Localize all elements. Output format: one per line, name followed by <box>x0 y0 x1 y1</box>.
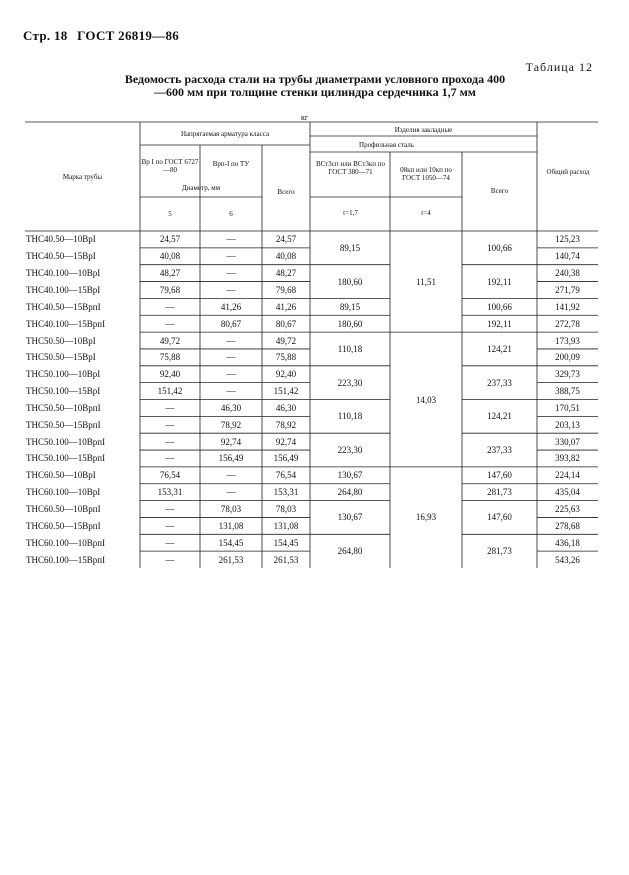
pipe-brand-cell: ТНС60.100—10ВрI <box>26 487 101 498</box>
vrp1-value-cell: — <box>226 386 236 397</box>
vrp1-value-cell: — <box>226 251 236 262</box>
grand-total-cell: 393,82 <box>555 453 580 464</box>
pipe-brand-cell: ТНС60.50—15ВрпI <box>26 520 101 531</box>
pipe-brand-cell: ТНС50.100—15ВрI <box>26 386 101 397</box>
col-vrp1-header: Врп-I по ТУ <box>212 160 250 168</box>
pipe-brand-cell: ТНС50.50—15ВрпI <box>26 419 101 430</box>
rebar-total-cell: 131,08 <box>273 520 299 531</box>
grand-total-cell: 200,09 <box>555 352 580 363</box>
vr1-value-cell: — <box>165 419 175 430</box>
emb-merged-cell: 147,60 <box>487 470 512 481</box>
col-emb-total-header: Всего <box>490 187 509 195</box>
standard-number: ГОСТ 26819—86 <box>77 28 180 43</box>
vrp1-value-cell: — <box>226 369 236 380</box>
st3-merged-cell: 110,18 <box>337 411 363 422</box>
pipe-brand-cell: ТНС50.50—10ВрпI <box>26 402 101 413</box>
st3-merged-cell: 180,60 <box>337 318 363 329</box>
rebar-total-cell: 48,27 <box>275 268 297 279</box>
st3-merged-cell: 130,67 <box>337 512 363 523</box>
vrp1-value-cell: 78,03 <box>220 504 242 515</box>
grand-total-cell: 225,63 <box>555 504 580 515</box>
emb-merged-cell: 281,73 <box>487 487 512 498</box>
vrp1-value-cell: — <box>226 470 236 481</box>
col-total-header: Всего <box>277 188 295 196</box>
st3-merged-cell: 223,30 <box>337 377 363 388</box>
vr1-value-cell: 76,54 <box>159 470 181 481</box>
vrp1-value-cell: 78,92 <box>220 419 242 430</box>
vr1-value-cell: 49,72 <box>159 335 181 346</box>
vrp1-value-cell: 92,74 <box>220 436 242 447</box>
vr1-value-cell: — <box>165 504 175 515</box>
vrp1-value-cell: 156,49 <box>218 453 244 464</box>
rebar-total-cell: 92,40 <box>275 369 297 380</box>
pipe-brand-cell: ТНС60.100—15ВрпI <box>26 554 106 565</box>
emb-merged-cell: 237,33 <box>487 377 512 388</box>
vr1-value-cell: 153,31 <box>157 487 183 498</box>
st3-merged-cell: 264,80 <box>337 487 363 498</box>
table-title: Ведомость расхода стали на трубы диаметрами условного прохода 400—600 мм при толщине стенки цилиндра сердечника 1,7 мм <box>124 72 506 99</box>
vrp1-value-cell: 154,45 <box>218 537 244 548</box>
vrp1-value-cell: — <box>226 335 236 346</box>
col-t4-header: t=4 <box>421 209 431 217</box>
vrp1-value-cell: 261,53 <box>218 554 244 565</box>
col-embedded-header: Изделия закладные <box>394 126 453 134</box>
col-diameter-header: Диаметр, мм <box>181 184 221 192</box>
rebar-total-cell: 79,68 <box>275 284 297 295</box>
grand-total-cell: 271,79 <box>555 284 580 295</box>
grand-total-cell: 170,51 <box>555 402 580 413</box>
pipe-brand-cell: ТНС40.100—10ВрI <box>26 268 101 279</box>
grand-total-cell: 224,14 <box>555 470 580 481</box>
emb-merged-cell: 124,21 <box>487 411 512 422</box>
col-brand-header: Марка трубы <box>62 173 103 181</box>
vr1-value-cell: 151,42 <box>157 386 183 397</box>
st3-merged-cell: 89,15 <box>339 301 361 312</box>
st3-merged-cell: 110,18 <box>337 343 363 354</box>
vrp1-value-cell: 46,30 <box>220 402 242 413</box>
grand-total-cell: 330,07 <box>555 436 580 447</box>
rebar-total-cell: 75,88 <box>275 352 297 363</box>
vr1-value-cell: — <box>165 537 175 548</box>
rebar-total-cell: 151,42 <box>273 386 299 397</box>
vrp1-value-cell: 80,67 <box>220 318 242 329</box>
vr1-value-cell: — <box>165 453 175 464</box>
vrp1-value-cell: — <box>226 234 236 245</box>
pipe-brand-cell: ТНС40.100—15ВрI <box>26 284 101 295</box>
rebar-total-cell: 153,31 <box>273 487 299 498</box>
vr1-value-cell: 79,68 <box>159 284 181 295</box>
vrp1-value-cell: — <box>226 487 236 498</box>
emb-merged-cell: 100,66 <box>487 301 512 312</box>
grand-total-cell: 435,04 <box>555 487 580 498</box>
rebar-total-cell: 40,08 <box>275 251 297 262</box>
vrp1-value-cell: — <box>226 268 236 279</box>
vrp1-value-cell: 41,26 <box>220 301 242 312</box>
col-st3-header: ВСт3сп или ВСт3кп по ГОСТ 380—71 <box>315 160 386 176</box>
vr1-value-cell: — <box>165 301 175 312</box>
grand-total-cell: 278,68 <box>555 520 580 531</box>
col-vr1-header: Вр I по ГОСТ 6727—80 <box>141 158 199 174</box>
vr1-value-cell: — <box>165 402 175 413</box>
emb-merged-cell: 124,21 <box>487 343 512 354</box>
grand-total-cell: 272,78 <box>555 318 580 329</box>
pipe-brand-cell: ТНС60.100—10ВрпI <box>26 537 106 548</box>
pipe-brand-cell: ТНС40.100—15ВрпI <box>26 318 106 329</box>
emb-merged-cell: 192,11 <box>487 318 512 329</box>
grand-total-cell: 543,26 <box>555 554 580 565</box>
st08-merged-cell: 16,93 <box>415 512 437 523</box>
rebar-total-cell: 41,26 <box>275 301 297 312</box>
grand-total-cell: 203,13 <box>555 419 580 430</box>
rebar-total-cell: 154,45 <box>273 537 299 548</box>
rebar-total-cell: 24,57 <box>275 234 297 245</box>
emb-merged-cell: 100,66 <box>487 242 512 253</box>
emb-merged-cell: 192,11 <box>487 276 512 287</box>
st08-merged-cell: 14,03 <box>415 394 437 405</box>
pipe-brand-cell: ТНС50.50—15ВрI <box>26 352 96 363</box>
rebar-total-cell: 78,92 <box>275 419 297 430</box>
page-number: Стр. 18 <box>23 28 68 43</box>
rebar-total-cell: 156,49 <box>273 453 299 464</box>
emb-merged-cell: 237,33 <box>487 445 512 456</box>
grand-total-cell: 141,92 <box>555 301 580 312</box>
pipe-brand-cell: ТНС40.50—10ВрI <box>26 234 96 245</box>
pipe-brand-cell: ТНС50.100—10ВрпI <box>26 436 106 447</box>
st3-merged-cell: 130,67 <box>337 470 363 481</box>
grand-total-cell: 329,73 <box>555 369 580 380</box>
st08-merged-cell: 11,51 <box>416 276 436 287</box>
emb-merged-cell: 147,60 <box>487 512 512 523</box>
pipe-brand-cell: ТНС50.100—10ВрI <box>26 369 101 380</box>
col-profile-header: Профильная сталь <box>359 141 414 149</box>
rebar-total-cell: 92,74 <box>275 436 297 447</box>
pipe-brand-cell: ТНС60.50—10ВрпI <box>26 504 101 515</box>
unit-label: кг <box>301 113 309 122</box>
vrp1-value-cell: 131,08 <box>218 520 244 531</box>
emb-merged-cell: 281,73 <box>487 546 512 557</box>
st3-merged-cell: 264,80 <box>337 546 363 557</box>
vr1-value-cell: 92,40 <box>159 369 181 380</box>
col-rebar-header: Напрягаемая арматура класса <box>180 130 270 138</box>
pipe-brand-cell: ТНС40.50—15ВрпI <box>26 301 101 312</box>
pipe-brand-cell: ТНС60.50—10ВрI <box>26 470 96 481</box>
grand-total-cell: 388,75 <box>555 386 580 397</box>
rebar-total-cell: 76,54 <box>275 470 297 481</box>
col-grand-header: Общий расход <box>546 168 590 176</box>
table-label: Таблица 12 <box>525 60 593 74</box>
col-t17-header: t=1,7 <box>343 209 358 217</box>
vr1-value-cell: — <box>165 318 175 329</box>
pipe-brand-cell: ТНС50.50—10ВрI <box>26 335 96 346</box>
col-d6-header: 6 <box>229 210 233 218</box>
vr1-value-cell: — <box>165 520 175 531</box>
rebar-total-cell: 46,30 <box>275 402 297 413</box>
rebar-total-cell: 49,72 <box>275 335 297 346</box>
vr1-value-cell: 40,08 <box>159 251 181 262</box>
rebar-total-cell: 80,67 <box>275 318 297 329</box>
pipe-brand-cell: ТНС40.50—15ВрI <box>26 251 96 262</box>
vrp1-value-cell: — <box>226 284 236 295</box>
vr1-value-cell: — <box>165 436 175 447</box>
vr1-value-cell: — <box>165 554 175 565</box>
grand-total-cell: 140,74 <box>555 251 580 262</box>
vr1-value-cell: 48,27 <box>159 268 181 279</box>
grand-total-cell: 173,93 <box>555 335 580 346</box>
rebar-total-cell: 78,03 <box>275 504 297 515</box>
rebar-total-cell: 261,53 <box>273 554 299 565</box>
vr1-value-cell: 24,57 <box>159 234 181 245</box>
vrp1-value-cell: — <box>226 352 236 363</box>
grand-total-cell: 240,38 <box>555 268 580 279</box>
st3-merged-cell: 223,30 <box>337 445 363 456</box>
vr1-value-cell: 75,88 <box>159 352 181 363</box>
col-st08-header: 08кп или 10кп по ГОСТ 1050—74 <box>400 166 452 182</box>
st3-merged-cell: 180,60 <box>337 276 363 287</box>
grand-total-cell: 125,23 <box>555 234 580 245</box>
grand-total-cell: 436,18 <box>555 537 580 548</box>
pipe-brand-cell: ТНС50.100—15ВрпI <box>26 453 106 464</box>
col-d5-header: 5 <box>168 210 172 218</box>
st3-merged-cell: 89,15 <box>339 242 361 253</box>
